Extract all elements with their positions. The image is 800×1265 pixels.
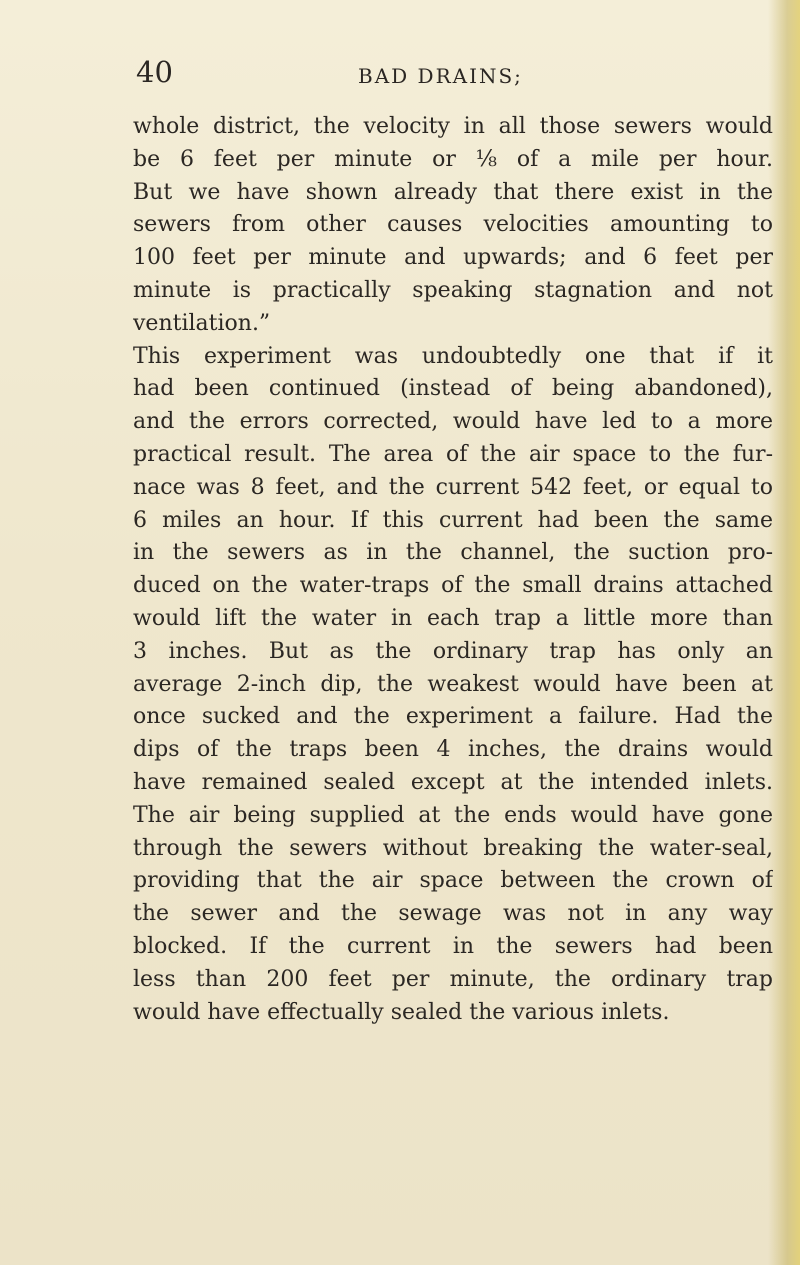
- page-number: 40: [136, 55, 173, 89]
- text-line: 100 feet per minute and upwards; and 6 feet per: [133, 245, 773, 271]
- text-line: 6 miles an hour. If this current had been the same: [133, 507, 773, 533]
- text-line: the sewer and the sewage was not in any way: [133, 901, 773, 927]
- running-title: BAD DRAINS;: [358, 64, 523, 88]
- text-line: have remained sealed except at the intended inlets.: [133, 769, 773, 795]
- text-line: be 6 feet per minute or ⅛ of a mile per hour.: [133, 146, 773, 172]
- text-line: ventilation.”: [133, 310, 271, 336]
- text-line: sewers from other causes velocities amounting to: [133, 212, 773, 238]
- text-line: less than 200 feet per minute, the ordinary trap: [133, 966, 773, 992]
- text-line: duced on the water-traps of the small drains attached: [133, 573, 773, 599]
- text-line: would lift the water in each trap a little more than: [133, 605, 773, 631]
- body-text: [133, 111, 773, 1029]
- text-line: The air being supplied at the ends would have gone: [133, 802, 773, 828]
- text-line: in the sewers as in the channel, the suction pro-: [133, 540, 773, 566]
- text-line: minute is practically speaking stagnation and not: [133, 277, 773, 303]
- text-line: blocked. If the current in the sewers had been: [133, 933, 773, 959]
- text-line: 3 inches. But as the ordinary trap has only an: [133, 638, 773, 664]
- text-line: would have effectually sealed the various inlets.: [133, 999, 670, 1025]
- text-line: through the sewers without breaking the water-seal,: [133, 835, 773, 861]
- text-line: once sucked and the experiment a failure. Had the: [133, 704, 773, 730]
- text-line: dips of the traps been 4 inches, the drains would: [133, 737, 773, 763]
- text-line: average 2-inch dip, the weakest would have been at: [133, 671, 773, 697]
- text-line: practical result. The area of the air space to the fur-: [133, 441, 773, 467]
- text-line: providing that the air space between the crown of: [133, 868, 773, 894]
- text-line: nace was 8 feet, and the current 542 feet, or equal to: [133, 474, 773, 500]
- text-line: whole district, the velocity in all those sewers would: [133, 114, 773, 139]
- text-line: and the errors corrected, would have led to a more: [133, 409, 773, 435]
- text-line: But we have shown already that there exist in the: [133, 179, 773, 205]
- text-line: This experiment was undoubtedly one that if it: [133, 343, 773, 369]
- text-line: had been continued (instead of being abandoned),: [133, 376, 773, 402]
- running-head: [0, 56, 800, 96]
